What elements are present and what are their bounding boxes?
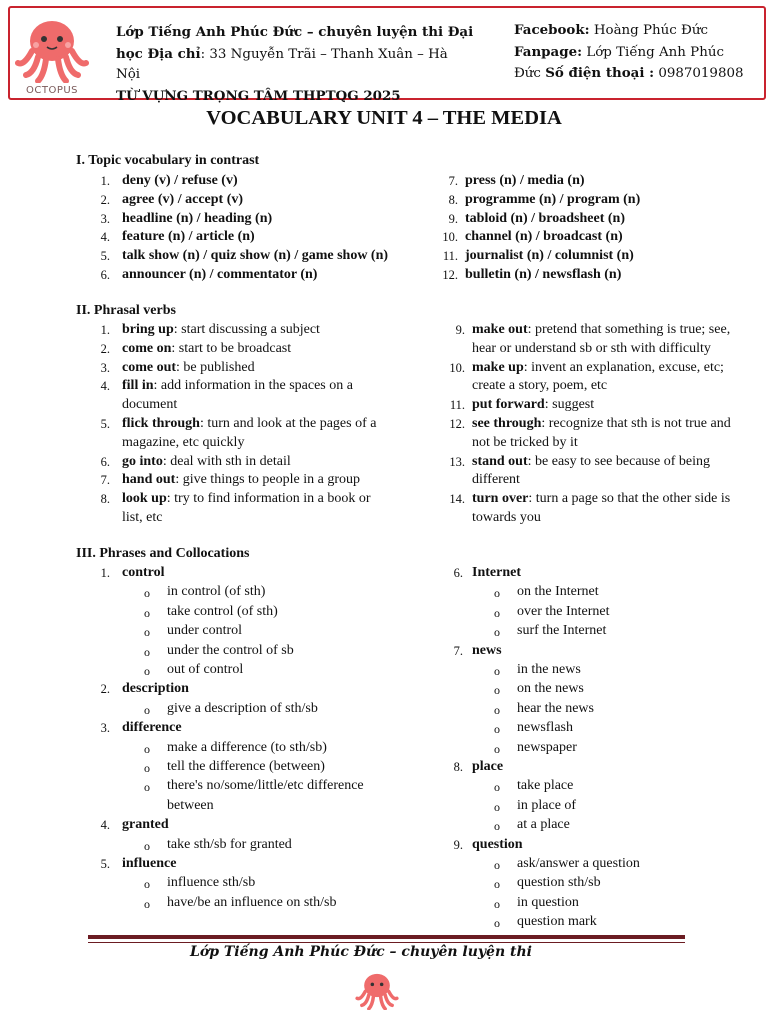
- header-right-info: [514, 20, 764, 85]
- phrasal-verb-line: [472, 397, 594, 413]
- list-number: 7.: [100, 473, 110, 488]
- phrasal-verb: make up: [472, 359, 524, 375]
- facebook-label: Facebook:: [514, 22, 590, 38]
- list-number: 5.: [100, 249, 110, 264]
- bullet-marker: o: [494, 605, 500, 620]
- phrasal-verb: bring up: [122, 322, 174, 337]
- bullet-marker: o: [144, 605, 150, 620]
- facebook-value: Hoàng Phúc Đức: [589, 23, 708, 38]
- list-number: 14.: [449, 492, 465, 507]
- list-number: 1.: [100, 566, 110, 580]
- list-number: 6.: [453, 566, 463, 580]
- collocation-headword: description: [122, 681, 189, 697]
- collocation-item: on the Internet: [517, 584, 599, 600]
- footer-rule: [88, 935, 685, 939]
- phrasal-verb-line: [122, 491, 371, 507]
- octopus-logo: [14, 11, 90, 96]
- vocab-pair: journalist (n) / columnist (n): [465, 248, 634, 264]
- collocation-headword: question: [472, 836, 523, 852]
- bullet-marker: o: [144, 644, 150, 659]
- phrasal-verb-line: [122, 322, 320, 338]
- list-number: 4.: [100, 230, 110, 245]
- bullet-marker: o: [494, 780, 500, 795]
- collocation-headword: Internet: [472, 565, 521, 580]
- list-number: 13.: [449, 454, 465, 469]
- list-number: 3.: [100, 360, 110, 375]
- bullet-marker: o: [144, 877, 150, 892]
- collocation-item: newsflash: [517, 720, 573, 736]
- school-name: Lớp Tiếng Anh Phúc Đức – chuyên luyện thi Đại: [116, 24, 474, 40]
- fanpage-value-cont: Đức: [514, 66, 546, 81]
- bullet-marker: o: [144, 780, 150, 795]
- collocation-item: under control: [167, 623, 243, 639]
- collocation-headword: influence: [122, 856, 177, 871]
- list-number: 7.: [448, 174, 458, 188]
- phrasal-verb-definition: : start discussing a subject: [173, 322, 320, 337]
- collocation-headword: control: [122, 565, 165, 580]
- phrasal-verb-definition: : invent an explanation, excuse, etc;: [523, 359, 724, 375]
- phrasal-verb-line: [472, 416, 731, 432]
- collocation-item: tell the difference (between): [167, 759, 325, 774]
- collocation-headword: granted: [122, 817, 169, 833]
- bullet-marker: o: [494, 799, 500, 814]
- collocation-item: question sth/sb: [517, 875, 601, 891]
- collocation-item: take control (of sth): [167, 603, 278, 619]
- collocation-item: make a difference (to sth/sb): [167, 739, 327, 755]
- collocation-item: take sth/sb for granted: [167, 836, 292, 852]
- collocation-item: under the control of sb: [167, 642, 294, 658]
- list-number: 12.: [449, 417, 465, 431]
- address-value: : 33 Nguyễn Trãi – Thanh Xuân – Hà Nội: [116, 46, 448, 82]
- phrasal-verb-line: [472, 322, 730, 338]
- collocation-item: over the Internet: [517, 603, 610, 619]
- list-number: 1.: [100, 323, 110, 337]
- phrasal-verb-definition: : be easy to see because of being: [527, 453, 710, 469]
- list-number: 6.: [100, 454, 110, 469]
- collocation-item: ask/answer a question: [517, 856, 640, 871]
- phrasal-verb-definition: : add information in the spaces on a: [153, 378, 353, 394]
- list-number: 3.: [100, 721, 110, 736]
- vocab-pair: press (n) / media (n): [465, 173, 585, 188]
- footer-rule-thin: [88, 942, 685, 943]
- list-number: 8.: [448, 192, 458, 207]
- collocation-item: give a description of sth/sb: [167, 700, 318, 716]
- phrasal-verb-definition: : be published: [176, 359, 255, 375]
- phrasal-verb-definition: : turn and look at the pages of a: [199, 416, 377, 431]
- section3-heading: III. Phrases and Collocations: [76, 546, 250, 561]
- vocab-pair: tabloid (n) / broadsheet (n): [465, 210, 625, 226]
- phrasal-verb-line: [122, 360, 255, 376]
- collocation-item: take place: [517, 778, 574, 794]
- collocation-item: between: [167, 797, 214, 813]
- phrasal-verb: see through: [472, 416, 542, 431]
- list-number: 10.: [442, 230, 458, 245]
- section1-heading: I. Topic vocabulary in contrast: [76, 153, 260, 168]
- phrasal-verb: fill in: [122, 378, 154, 394]
- phrasal-verb-definition-cont: different: [472, 472, 520, 488]
- list-number: 4.: [100, 818, 110, 833]
- bullet-marker: o: [494, 896, 500, 911]
- header-left-info: [116, 22, 476, 107]
- collocation-item: on the news: [517, 681, 584, 697]
- collocation-item: surf the Internet: [517, 623, 607, 639]
- phrasal-verb-line: [472, 454, 710, 470]
- bullet-marker: o: [494, 664, 500, 678]
- phrasal-verb: look up: [122, 491, 167, 507]
- vocab-pair: announcer (n) / commentator (n): [122, 267, 318, 282]
- collocation-item: there's no/some/little/etc difference: [167, 778, 364, 794]
- collocation-item: at a place: [517, 817, 570, 833]
- phrasal-verb-definition-cont: create a story, poem, etc: [472, 378, 608, 394]
- phrasal-verb-definition: : try to find information in a book or: [166, 491, 371, 507]
- bullet-marker: o: [494, 819, 500, 834]
- address-label: học Địa chỉ: [116, 45, 201, 62]
- octopus-icon: [14, 11, 90, 83]
- logo-text: OCTOPUS: [25, 85, 79, 96]
- vocab-pair: channel (n) / broadcast (n): [465, 229, 623, 245]
- phrasal-verb-definition-cont: towards you: [472, 510, 541, 525]
- collocation-headword: place: [472, 759, 504, 774]
- phrasal-verb-definition: : pretend that something is true; see,: [527, 322, 731, 337]
- bullet-marker: o: [494, 916, 500, 931]
- collocation-item: newspaper: [517, 739, 577, 755]
- phrasal-verb: come out: [122, 359, 177, 375]
- list-number: 12.: [442, 268, 458, 282]
- bullet-marker: o: [144, 838, 150, 853]
- collocation-item: in the news: [517, 662, 581, 677]
- phrasal-verb-definition: : start to be broadcast: [171, 340, 292, 356]
- footer-text: Lớp Tiếng Anh Phúc Đức – chuyên luyện thi: [190, 944, 532, 960]
- collocation-item: have/be an influence on sth/sb: [167, 894, 337, 910]
- bullet-marker: o: [144, 702, 150, 717]
- phrasal-verb: stand out: [472, 453, 528, 469]
- phrasal-verb: hand out: [122, 472, 176, 488]
- bullet-marker: o: [144, 586, 150, 601]
- list-number: 2.: [100, 682, 110, 697]
- phrasal-verb-line: [122, 341, 291, 357]
- list-number: 9.: [448, 211, 458, 226]
- vocab-pair: feature (n) / article (n): [122, 229, 255, 245]
- phrasal-verb-definition-cont: not be tricked by it: [472, 434, 578, 450]
- fanpage-value: Lớp Tiếng Anh Phúc: [582, 44, 724, 60]
- bullet-marker: o: [144, 761, 150, 775]
- vocab-pair: programme (n) / program (n): [465, 191, 641, 207]
- list-number: 2.: [100, 341, 110, 356]
- bullet-marker: o: [144, 625, 150, 640]
- list-number: 10.: [449, 360, 465, 375]
- bullet-marker: o: [494, 683, 500, 698]
- bullet-marker: o: [144, 664, 150, 678]
- phrasal-verb-definition-cont: magazine, etc quickly: [122, 434, 245, 450]
- list-number: 7.: [453, 643, 463, 658]
- phrasal-verb-definition: : suggest: [544, 397, 595, 413]
- phrasal-verb-line: [122, 454, 291, 470]
- list-number: 11.: [449, 398, 465, 413]
- list-number: 3.: [100, 211, 110, 226]
- phrasal-verb-line: [122, 378, 353, 394]
- phrasal-verb-line: [122, 472, 360, 488]
- collocation-item: hear the news: [517, 700, 594, 716]
- bullet-marker: o: [494, 877, 500, 892]
- collocation-item: influence sth/sb: [167, 875, 256, 891]
- collocation-item: out of control: [167, 662, 244, 677]
- list-number: 9.: [453, 837, 463, 852]
- phrasal-verb-definition-cont: document: [122, 397, 178, 413]
- phone-label: Số điện thoại :: [545, 65, 655, 81]
- vocab-pair: deny (v) / refuse (v): [122, 173, 238, 188]
- collocation-item: question mark: [517, 914, 597, 930]
- collocation-item: in question: [517, 894, 579, 910]
- phone-value: 0987019808: [654, 66, 744, 81]
- collocation-headword: difference: [122, 720, 182, 736]
- bullet-marker: o: [494, 702, 500, 717]
- list-number: 4.: [100, 379, 110, 394]
- phrasal-verb-definition-cont: hear or understand sb or sth with difficulty: [472, 340, 711, 356]
- doc-subtitle: TỪ VỰNG TRỌNG TÂM THPTQG 2025: [116, 87, 401, 104]
- vocab-pair: bulletin (n) / newsflash (n): [465, 267, 622, 282]
- phrasal-verb-line: [472, 491, 730, 507]
- phrasal-verb: come on: [122, 340, 172, 356]
- bullet-marker: o: [494, 586, 500, 601]
- bullet-marker: o: [144, 896, 150, 911]
- list-number: 6.: [100, 268, 110, 282]
- vocab-pair: headline (n) / heading (n): [122, 210, 273, 226]
- bullet-marker: o: [494, 722, 500, 737]
- phrasal-verb: turn over: [472, 491, 529, 507]
- bullet-marker: o: [494, 625, 500, 640]
- phrasal-verb-line: [472, 360, 724, 376]
- list-number: 8.: [453, 760, 463, 774]
- phrasal-verb: put forward: [472, 397, 545, 413]
- list-number: 8.: [100, 492, 110, 507]
- phrasal-verb-definition: : deal with sth in detail: [162, 453, 291, 469]
- list-number: 5.: [100, 417, 110, 431]
- header-banner: [8, 6, 766, 104]
- phrasal-verb: flick through: [122, 416, 200, 431]
- phrasal-verb-definition-cont: list, etc: [122, 510, 163, 525]
- bullet-marker: o: [494, 741, 500, 756]
- collocation-item: in place of: [517, 797, 577, 813]
- phrasal-verb: go into: [122, 453, 163, 469]
- phrasal-verb: make out: [472, 322, 528, 337]
- vocab-pair: talk show (n) / quiz show (n) / game show (n): [122, 248, 389, 264]
- vocab-pair: agree (v) / accept (v): [122, 191, 244, 207]
- list-number: 5.: [100, 857, 110, 871]
- list-number: 9.: [455, 323, 465, 337]
- page-title: VOCABULARY UNIT 4 – THE MEDIA: [206, 107, 562, 129]
- list-number: 1.: [100, 174, 110, 188]
- collocation-item: in control (of sth): [167, 584, 266, 600]
- fanpage-label: Fanpage:: [514, 43, 583, 60]
- section2-heading: II. Phrasal verbs: [76, 303, 176, 318]
- phrasal-verb-line: [122, 416, 376, 432]
- bullet-marker: o: [144, 741, 150, 756]
- list-number: 2.: [100, 192, 110, 207]
- bullet-marker: o: [494, 858, 500, 872]
- list-number: 11.: [442, 249, 458, 264]
- phrasal-verb-definition: : turn a page so that the other side is: [528, 491, 731, 507]
- phrasal-verb-definition: : give things to people in a group: [175, 472, 361, 488]
- footer-octopus-icon: [354, 968, 400, 1010]
- phrasal-verb-definition: : recognize that sth is not true and: [541, 416, 731, 431]
- collocation-headword: news: [472, 642, 502, 658]
